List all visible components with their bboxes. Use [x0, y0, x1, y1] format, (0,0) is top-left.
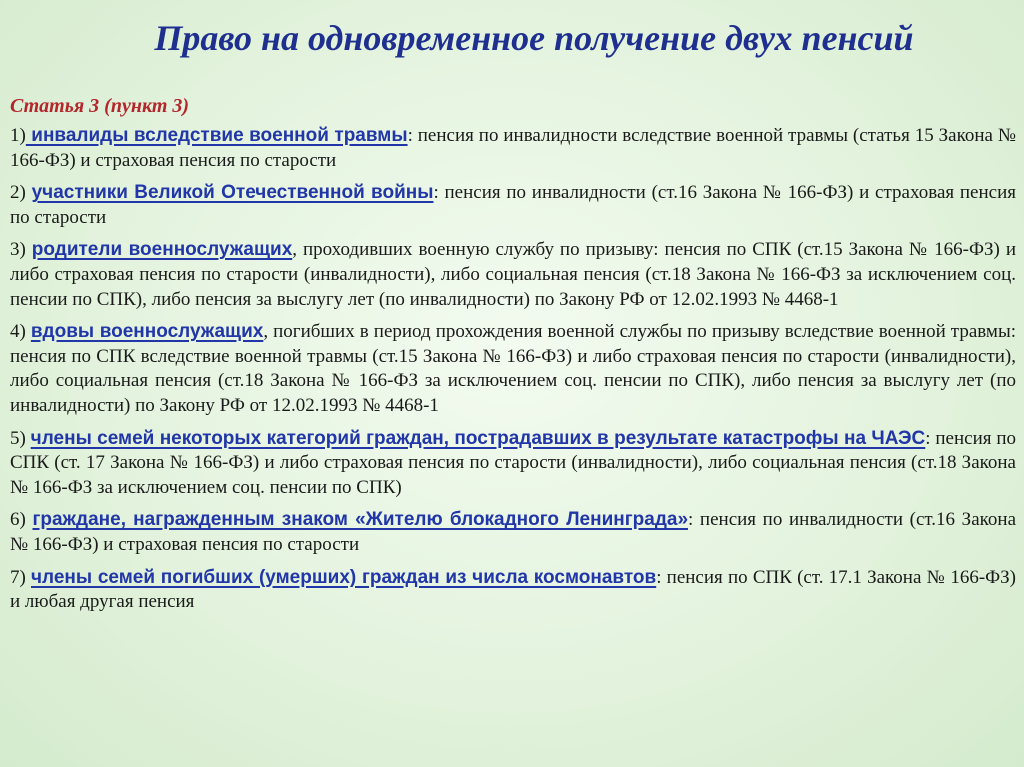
item-text: : пенсия по инвалидности вследствие военной травмы (статья 15 Закона № 166-ФЗ) и страховая пенсия по старости — [10, 125, 1016, 171]
items-list — [10, 124, 1016, 623]
list-item — [10, 508, 1016, 557]
item-heading: вдовы военнослужащих — [30, 321, 264, 343]
item-heading: члены семей некоторых категорий граждан, пострадавших в результате катастрофы на ЧАЭС — [30, 427, 926, 449]
list-item — [10, 566, 1016, 615]
item-heading: родители военнослужащих — [31, 239, 293, 261]
item-heading: инвалиды вследствие военной травмы — [25, 125, 408, 146]
list-item — [10, 124, 1016, 173]
item-text: : пенсия по СПК (ст. 17.1 Закона № 166-ФЗ) и любая другая пенсия — [10, 566, 1017, 613]
list-item — [10, 181, 1016, 230]
item-heading: граждане, награжденным знаком «Жителю блокадного Ленинграда» — [32, 509, 689, 531]
article-subtitle: Статья 3 (пункт 3) — [10, 95, 190, 117]
item-number: 3) — [10, 239, 32, 261]
item-text: : пенсия по инвалидности (ст.16 Закона № 166-ФЗ) и страховая пенсия по старости — [10, 182, 1016, 228]
item-number: 7) — [10, 566, 32, 588]
item-number: 4) — [10, 321, 31, 343]
item-number: 6) — [10, 509, 33, 531]
list-item — [10, 320, 1016, 418]
item-text: , погибших в период прохождения военной службы по призыву вследствие военной травмы: пенсия по СПК вследствие военной травмы (ст.15 Закона № 166-ФЗ) и либо страховая пенсия по старости (инвалидности), либо социальная пенсия (ст.18 Закона № 166-ФЗ за исключением соц. пенсии по СПК), либо пенсия за выслугу лет (по инвалидности) по Закону РФ от 12.02.1993 № 4468-1 — [10, 321, 1016, 416]
item-heading: участники Великой Отечественной войны — [31, 182, 434, 204]
item-text: : пенсия по инвалидности (ст.16 Закона № 166-ФЗ) и страховая пенсия по старости — [10, 509, 1016, 555]
list-item — [10, 427, 1016, 501]
item-heading: члены семей погибших (умерших) граждан из числа космонавтов — [31, 566, 657, 588]
item-number: 2) — [10, 182, 32, 204]
item-number: 1) — [10, 125, 26, 146]
page-title: Право на одновременное получение двух пенсий — [154, 18, 914, 58]
item-number: 5) — [10, 427, 31, 449]
item-text: : пенсия по СПК (ст. 17 Закона № 166-ФЗ) и либо страховая пенсия по старости (инвалидности), либо социальная пенсия (ст.18 Закона № 166-ФЗ за исключением соц. пенсии по СПК) — [10, 427, 1016, 498]
item-text: , проходивших военную службу по призыву: пенсия по СПК (ст.15 Закона № 166-ФЗ) и либо страховая пенсия по старости (инвалидности), либо социальная пенсия (ст.18 Закона № 166-ФЗ за исключением соц. пенсии по СПК), либо пенсия за выслугу лет (по инвалидности) по Закону РФ от 12.02.1993 № 4468-1 — [10, 239, 1017, 310]
list-item — [10, 238, 1016, 312]
